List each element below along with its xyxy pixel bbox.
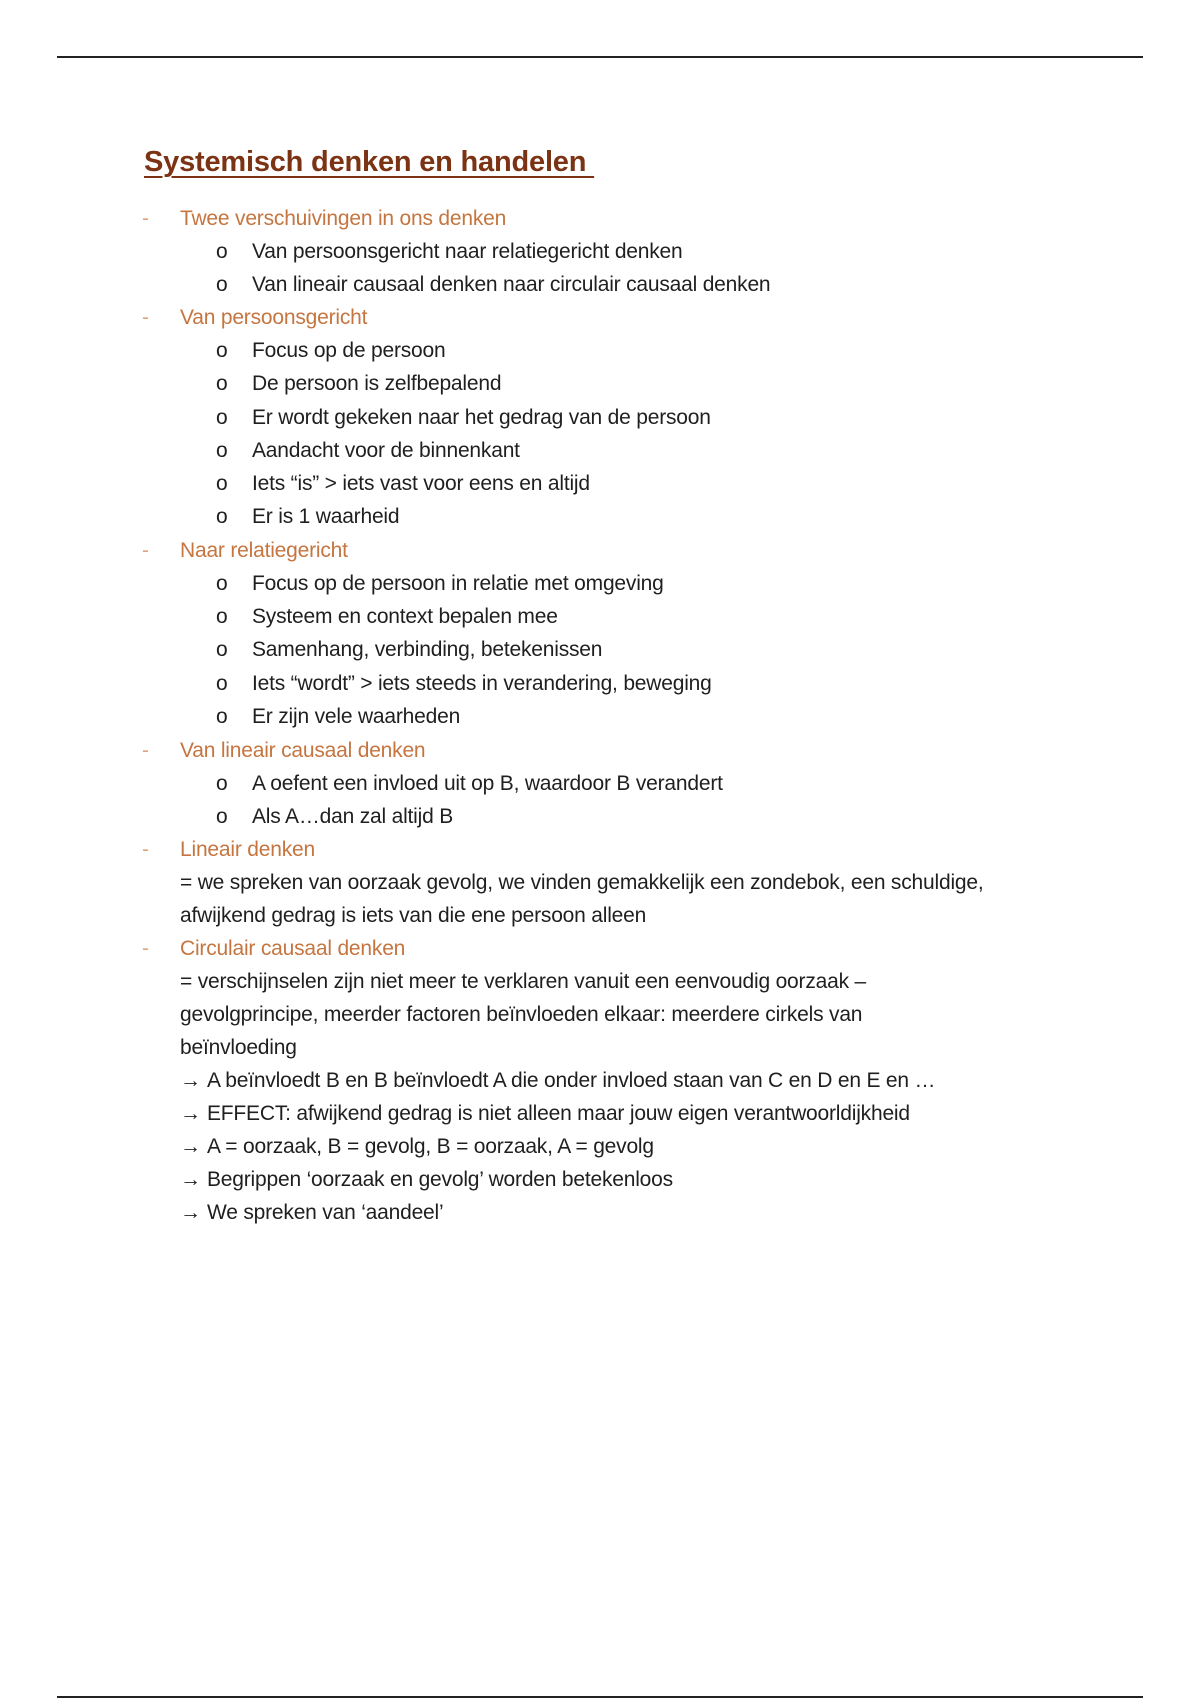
arrow-icon: → [180,1201,201,1224]
section-dash: - [142,539,149,562]
list-item: Van persoonsgericht naar relatiegericht denken [252,240,683,263]
bullet-marker: o [216,439,228,462]
arrow-icon: → [180,1069,201,1092]
paragraph-line: afwijkend gedrag is iets van die ene persoon alleen [180,904,647,927]
arrow-icon: → [180,1102,201,1125]
list-item: Er zijn vele waarheden [252,705,461,728]
arrow-item: A = oorzaak, B = gevolg, B = oorzaak, A = gevolg [207,1135,654,1158]
list-item: De persoon is zelfbepalend [252,372,502,395]
arrow-icon: → [180,1135,201,1158]
list-item: Iets “wordt” > iets steeds in verandering, beweging [252,672,712,695]
bullet-marker: o [216,672,228,695]
list-item: Van lineair causaal denken naar circulair causaal denken [252,273,771,296]
document-title: Systemisch denken en handelen [144,146,595,178]
list-item: Er is 1 waarheid [252,505,400,528]
section-heading: Van persoonsgericht [180,306,368,329]
top-rule [57,56,1143,58]
list-item: Als A…dan zal altijd B [252,805,454,828]
bullet-marker: o [216,406,228,429]
bullet-marker: o [216,472,228,495]
arrow-item: Begrippen ‘oorzaak en gevolg’ worden betekenloos [207,1168,673,1191]
section-heading: Naar relatiegericht [180,539,348,562]
bullet-marker: o [216,705,228,728]
bullet-marker: o [216,505,228,528]
bottom-rule [57,1696,1143,1698]
list-item: Focus op de persoon in relatie met omgeving [252,572,664,595]
bullet-marker: o [216,572,228,595]
list-item: Focus op de persoon [252,339,446,362]
list-item: Er wordt gekeken naar het gedrag van de persoon [252,406,711,429]
arrow-item: A beïnvloedt B en B beïnvloedt A die onder invloed staan van C en D en E en … [207,1069,936,1092]
section-dash: - [142,207,149,230]
section-dash: - [142,306,149,329]
list-item: A oefent een invloed uit op B, waardoor B verandert [252,772,723,795]
bullet-marker: o [216,339,228,362]
list-item: Iets “is” > iets vast voor eens en altijd [252,472,590,495]
bullet-marker: o [216,240,228,263]
bullet-marker: o [216,805,228,828]
section-dash: - [142,838,149,861]
bullet-marker: o [216,772,228,795]
paragraph-line: beïnvloeding [180,1036,297,1059]
list-item: Systeem en context bepalen mee [252,605,558,628]
section-dash: - [142,937,149,960]
arrow-icon: → [180,1168,201,1191]
paragraph-line: = we spreken van oorzaak gevolg, we vinden gemakkelijk een zondebok, een schuldige, [180,871,984,894]
arrow-item: EFFECT: afwijkend gedrag is niet alleen maar jouw eigen verantwoorldijkheid [207,1102,910,1125]
section-heading: Circulair causaal denken [180,937,406,960]
paragraph-line: gevolgprincipe, meerder factoren beïnvloeden elkaar: meerdere cirkels van [180,1003,863,1026]
list-item: Samenhang, verbinding, betekenissen [252,638,603,661]
bullet-marker: o [216,372,228,395]
paragraph-line: = verschijnselen zijn niet meer te verklaren vanuit een eenvoudig oorzaak – [180,970,866,993]
bullet-marker: o [216,638,228,661]
list-item: Aandacht voor de binnenkant [252,439,520,462]
section-heading: Lineair denken [180,838,315,861]
bullet-marker: o [216,605,228,628]
section-dash: - [142,739,149,762]
arrow-item: We spreken van ‘aandeel’ [207,1201,444,1224]
section-heading: Twee verschuivingen in ons denken [180,207,507,230]
section-heading: Van lineair causaal denken [180,739,426,762]
bullet-marker: o [216,273,228,296]
